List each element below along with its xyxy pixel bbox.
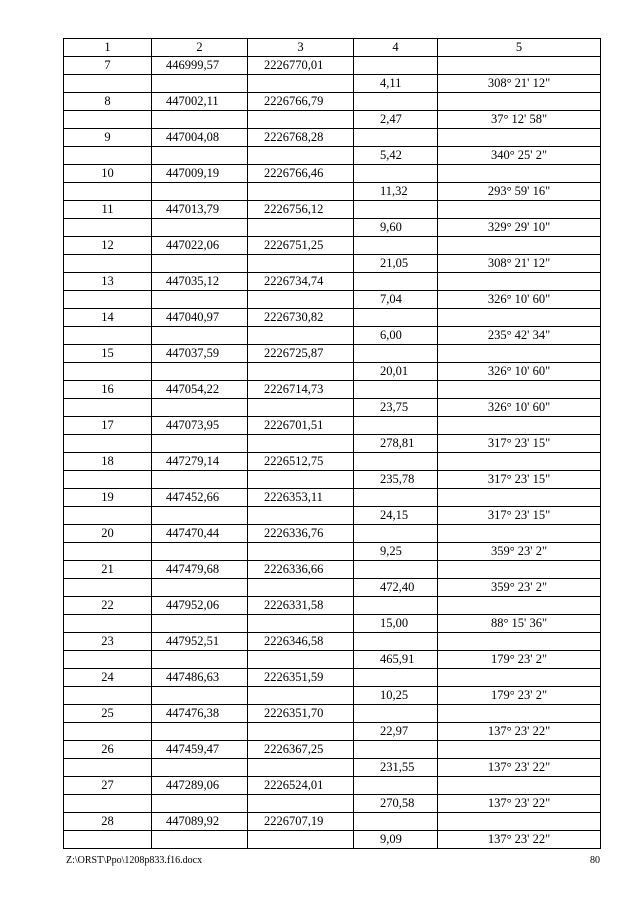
empty-cell <box>248 183 354 201</box>
empty-cell <box>248 75 354 93</box>
segment-length-cell: 465,91 <box>354 651 438 669</box>
table-row-segment <box>64 147 601 165</box>
table-row-point <box>64 381 601 399</box>
table-row-segment <box>64 651 601 669</box>
empty-cell <box>438 165 601 183</box>
table-row-point <box>64 129 601 147</box>
y-coordinate-cell: 2226768,28 <box>248 129 354 147</box>
empty-cell <box>152 543 248 561</box>
header-col-3: 3 <box>248 39 354 57</box>
empty-cell <box>438 633 601 651</box>
direction-angle-cell: 293° 59' 16" <box>438 183 601 201</box>
footer-page-number: 80 <box>590 855 600 866</box>
point-number-cell: 27 <box>64 777 152 795</box>
x-coordinate-cell: 447009,19 <box>152 165 248 183</box>
y-coordinate-cell: 2226367,25 <box>248 741 354 759</box>
y-coordinate-cell: 2226714,73 <box>248 381 354 399</box>
direction-angle-cell: 359° 23' 2" <box>438 579 601 597</box>
empty-cell <box>438 309 601 327</box>
empty-cell <box>354 741 438 759</box>
empty-cell <box>64 291 152 309</box>
table-row-segment <box>64 723 601 741</box>
table-row-segment <box>64 615 601 633</box>
empty-cell <box>152 327 248 345</box>
x-coordinate-cell: 447037,59 <box>152 345 248 363</box>
x-coordinate-cell: 447035,12 <box>152 273 248 291</box>
empty-cell <box>248 723 354 741</box>
y-coordinate-cell: 2226730,82 <box>248 309 354 327</box>
empty-cell <box>438 273 601 291</box>
empty-cell <box>152 687 248 705</box>
x-coordinate-cell: 447013,79 <box>152 201 248 219</box>
empty-cell <box>438 813 601 831</box>
empty-cell <box>248 363 354 381</box>
empty-cell <box>152 147 248 165</box>
point-number-cell: 28 <box>64 813 152 831</box>
y-coordinate-cell: 2226512,75 <box>248 453 354 471</box>
empty-cell <box>248 471 354 489</box>
empty-cell <box>248 435 354 453</box>
empty-cell <box>248 831 354 849</box>
x-coordinate-cell: 446999,57 <box>152 57 248 75</box>
y-coordinate-cell: 2226766,46 <box>248 165 354 183</box>
table-row-point <box>64 633 601 651</box>
empty-cell <box>354 93 438 111</box>
empty-cell <box>248 615 354 633</box>
table-row-point <box>64 417 601 435</box>
point-number-cell: 22 <box>64 597 152 615</box>
empty-cell <box>248 759 354 777</box>
direction-angle-cell: 179° 23' 2" <box>438 687 601 705</box>
empty-cell <box>152 615 248 633</box>
table-row-point <box>64 165 601 183</box>
x-coordinate-cell: 447459,47 <box>152 741 248 759</box>
empty-cell <box>152 291 248 309</box>
empty-cell <box>64 147 152 165</box>
y-coordinate-cell: 2226524,01 <box>248 777 354 795</box>
x-coordinate-cell: 447004,08 <box>152 129 248 147</box>
point-number-cell: 26 <box>64 741 152 759</box>
segment-length-cell: 231,55 <box>354 759 438 777</box>
table-row-segment <box>64 687 601 705</box>
segment-length-cell: 278,81 <box>354 435 438 453</box>
point-number-cell: 19 <box>64 489 152 507</box>
table-row-segment <box>64 399 601 417</box>
empty-cell <box>64 615 152 633</box>
empty-cell <box>64 75 152 93</box>
x-coordinate-cell: 447022,06 <box>152 237 248 255</box>
empty-cell <box>354 57 438 75</box>
empty-cell <box>248 219 354 237</box>
empty-cell <box>354 489 438 507</box>
empty-cell <box>438 201 601 219</box>
y-coordinate-cell: 2226766,79 <box>248 93 354 111</box>
x-coordinate-cell: 447089,92 <box>152 813 248 831</box>
header-col-2: 2 <box>152 39 248 57</box>
direction-angle-cell: 88° 15' 36" <box>438 615 601 633</box>
point-number-cell: 21 <box>64 561 152 579</box>
table-row-point <box>64 813 601 831</box>
empty-cell <box>64 399 152 417</box>
y-coordinate-cell: 2226751,25 <box>248 237 354 255</box>
empty-cell <box>64 795 152 813</box>
empty-cell <box>248 651 354 669</box>
table-row-point <box>64 777 601 795</box>
segment-length-cell: 10,25 <box>354 687 438 705</box>
table-row-segment <box>64 291 601 309</box>
empty-cell <box>64 831 152 849</box>
table-row-segment <box>64 831 601 849</box>
y-coordinate-cell: 2226734,74 <box>248 273 354 291</box>
empty-cell <box>354 417 438 435</box>
empty-cell <box>354 777 438 795</box>
direction-angle-cell: 137° 23' 22" <box>438 831 601 849</box>
table-row-point <box>64 93 601 111</box>
empty-cell <box>152 471 248 489</box>
empty-cell <box>152 75 248 93</box>
segment-length-cell: 9,25 <box>354 543 438 561</box>
empty-cell <box>152 723 248 741</box>
segment-length-cell: 7,04 <box>354 291 438 309</box>
empty-cell <box>64 687 152 705</box>
segment-length-cell: 235,78 <box>354 471 438 489</box>
empty-cell <box>64 255 152 273</box>
table-row-point <box>64 489 601 507</box>
table-row-point <box>64 525 601 543</box>
empty-cell <box>438 57 601 75</box>
y-coordinate-cell: 2226346,58 <box>248 633 354 651</box>
segment-length-cell: 23,75 <box>354 399 438 417</box>
segment-length-cell: 472,40 <box>354 579 438 597</box>
empty-cell <box>248 111 354 129</box>
point-number-cell: 13 <box>64 273 152 291</box>
empty-cell <box>354 561 438 579</box>
x-coordinate-cell: 447073,95 <box>152 417 248 435</box>
segment-length-cell: 6,00 <box>354 327 438 345</box>
table-row-segment <box>64 219 601 237</box>
y-coordinate-cell: 2226707,19 <box>248 813 354 831</box>
y-coordinate-cell: 2226756,12 <box>248 201 354 219</box>
empty-cell <box>354 273 438 291</box>
empty-cell <box>438 237 601 255</box>
table-row-segment <box>64 183 601 201</box>
point-number-cell: 24 <box>64 669 152 687</box>
direction-angle-cell: 340° 25' 2" <box>438 147 601 165</box>
empty-cell <box>248 255 354 273</box>
point-number-cell: 8 <box>64 93 152 111</box>
direction-angle-cell: 326° 10' 60" <box>438 363 601 381</box>
table-row-segment <box>64 759 601 777</box>
empty-cell <box>64 723 152 741</box>
table-row-point <box>64 453 601 471</box>
empty-cell <box>152 255 248 273</box>
empty-cell <box>248 687 354 705</box>
empty-cell <box>64 651 152 669</box>
segment-length-cell: 9,60 <box>354 219 438 237</box>
y-coordinate-cell: 2226331,58 <box>248 597 354 615</box>
empty-cell <box>438 381 601 399</box>
direction-angle-cell: 137° 23' 22" <box>438 759 601 777</box>
x-coordinate-cell: 447040,97 <box>152 309 248 327</box>
table-row-segment <box>64 507 601 525</box>
point-number-cell: 20 <box>64 525 152 543</box>
direction-angle-cell: 179° 23' 2" <box>438 651 601 669</box>
empty-cell <box>152 579 248 597</box>
y-coordinate-cell: 2226770,01 <box>248 57 354 75</box>
empty-cell <box>64 759 152 777</box>
header-col-1: 1 <box>64 39 152 57</box>
table-row-point <box>64 597 601 615</box>
point-number-cell: 18 <box>64 453 152 471</box>
point-number-cell: 9 <box>64 129 152 147</box>
empty-cell <box>152 507 248 525</box>
table-row-point <box>64 741 601 759</box>
direction-angle-cell: 308° 21' 12" <box>438 75 601 93</box>
empty-cell <box>438 525 601 543</box>
empty-cell <box>354 813 438 831</box>
empty-cell <box>438 93 601 111</box>
empty-cell <box>64 363 152 381</box>
segment-length-cell: 15,00 <box>354 615 438 633</box>
table-row-segment <box>64 579 601 597</box>
empty-cell <box>438 345 601 363</box>
empty-cell <box>438 669 601 687</box>
y-coordinate-cell: 2226353,11 <box>248 489 354 507</box>
segment-length-cell: 9,09 <box>354 831 438 849</box>
direction-angle-cell: 308° 21' 12" <box>438 255 601 273</box>
direction-angle-cell: 137° 23' 22" <box>438 795 601 813</box>
segment-length-cell: 2,47 <box>354 111 438 129</box>
empty-cell <box>248 291 354 309</box>
header-col-5: 5 <box>438 39 601 57</box>
segment-length-cell: 24,15 <box>354 507 438 525</box>
segment-length-cell: 22,97 <box>354 723 438 741</box>
segment-length-cell: 21,05 <box>354 255 438 273</box>
table-row-segment <box>64 471 601 489</box>
empty-cell <box>438 705 601 723</box>
point-number-cell: 17 <box>64 417 152 435</box>
table-row-point <box>64 57 601 75</box>
direction-angle-cell: 329° 29' 10" <box>438 219 601 237</box>
direction-angle-cell: 235° 42' 34" <box>438 327 601 345</box>
empty-cell <box>64 327 152 345</box>
empty-cell <box>438 489 601 507</box>
empty-cell <box>438 597 601 615</box>
empty-cell <box>64 435 152 453</box>
table-row-point <box>64 705 601 723</box>
empty-cell <box>152 111 248 129</box>
table-row-segment <box>64 543 601 561</box>
point-number-cell: 11 <box>64 201 152 219</box>
empty-cell <box>438 561 601 579</box>
point-number-cell: 14 <box>64 309 152 327</box>
table-row-segment <box>64 435 601 453</box>
point-number-cell: 12 <box>64 237 152 255</box>
segment-length-cell: 5,42 <box>354 147 438 165</box>
segment-length-cell: 4,11 <box>354 75 438 93</box>
empty-cell <box>248 147 354 165</box>
table-row-point <box>64 237 601 255</box>
x-coordinate-cell: 447952,06 <box>152 597 248 615</box>
table-row-segment <box>64 255 601 273</box>
y-coordinate-cell: 2226725,87 <box>248 345 354 363</box>
empty-cell <box>152 435 248 453</box>
footer-file-path: Z:\ORST\Ppo\1208p833.f16.docx <box>66 855 203 866</box>
y-coordinate-cell: 2226351,59 <box>248 669 354 687</box>
x-coordinate-cell: 447279,14 <box>152 453 248 471</box>
point-number-cell: 25 <box>64 705 152 723</box>
empty-cell <box>152 363 248 381</box>
empty-cell <box>248 327 354 345</box>
empty-cell <box>248 579 354 597</box>
empty-cell <box>438 417 601 435</box>
table-row-point <box>64 561 601 579</box>
point-number-cell: 15 <box>64 345 152 363</box>
empty-cell <box>354 597 438 615</box>
empty-cell <box>438 129 601 147</box>
empty-cell <box>248 795 354 813</box>
empty-cell <box>438 453 601 471</box>
x-coordinate-cell: 447476,38 <box>152 705 248 723</box>
table-row-segment <box>64 795 601 813</box>
point-number-cell: 16 <box>64 381 152 399</box>
x-coordinate-cell: 447289,06 <box>152 777 248 795</box>
direction-angle-cell: 137° 23' 22" <box>438 723 601 741</box>
x-coordinate-cell: 447470,44 <box>152 525 248 543</box>
empty-cell <box>64 183 152 201</box>
empty-cell <box>152 651 248 669</box>
segment-length-cell: 20,01 <box>354 363 438 381</box>
segment-length-cell: 11,32 <box>354 183 438 201</box>
empty-cell <box>64 471 152 489</box>
empty-cell <box>354 237 438 255</box>
empty-cell <box>354 345 438 363</box>
empty-cell <box>354 309 438 327</box>
empty-cell <box>438 777 601 795</box>
point-number-cell: 7 <box>64 57 152 75</box>
empty-cell <box>354 381 438 399</box>
empty-cell <box>354 165 438 183</box>
table-row-point <box>64 309 601 327</box>
x-coordinate-cell: 447486,63 <box>152 669 248 687</box>
empty-cell <box>354 669 438 687</box>
direction-angle-cell: 359° 23' 2" <box>438 543 601 561</box>
y-coordinate-cell: 2226701,51 <box>248 417 354 435</box>
empty-cell <box>354 525 438 543</box>
x-coordinate-cell: 447479,68 <box>152 561 248 579</box>
empty-cell <box>152 219 248 237</box>
y-coordinate-cell: 2226336,66 <box>248 561 354 579</box>
empty-cell <box>248 399 354 417</box>
empty-cell <box>354 633 438 651</box>
direction-angle-cell: 317° 23' 15" <box>438 507 601 525</box>
y-coordinate-cell: 2226336,76 <box>248 525 354 543</box>
empty-cell <box>354 453 438 471</box>
table-row-point <box>64 345 601 363</box>
table-row-segment <box>64 327 601 345</box>
empty-cell <box>64 219 152 237</box>
empty-cell <box>152 759 248 777</box>
empty-cell <box>152 399 248 417</box>
table-row-segment <box>64 75 601 93</box>
empty-cell <box>438 741 601 759</box>
table-header-row <box>64 39 601 57</box>
point-number-cell: 10 <box>64 165 152 183</box>
segment-length-cell: 270,58 <box>354 795 438 813</box>
x-coordinate-cell: 447002,11 <box>152 93 248 111</box>
empty-cell <box>354 129 438 147</box>
empty-cell <box>64 579 152 597</box>
table-row-segment <box>64 363 601 381</box>
empty-cell <box>152 795 248 813</box>
direction-angle-cell: 326° 10' 60" <box>438 399 601 417</box>
empty-cell <box>354 705 438 723</box>
empty-cell <box>152 183 248 201</box>
x-coordinate-cell: 447452,66 <box>152 489 248 507</box>
coordinates-table <box>63 38 601 849</box>
empty-cell <box>248 543 354 561</box>
empty-cell <box>152 831 248 849</box>
direction-angle-cell: 326° 10' 60" <box>438 291 601 309</box>
empty-cell <box>354 201 438 219</box>
direction-angle-cell: 317° 23' 15" <box>438 435 601 453</box>
direction-angle-cell: 37° 12' 58" <box>438 111 601 129</box>
table-row-segment <box>64 111 601 129</box>
point-number-cell: 23 <box>64 633 152 651</box>
x-coordinate-cell: 447054,22 <box>152 381 248 399</box>
header-col-4: 4 <box>354 39 438 57</box>
y-coordinate-cell: 2226351,70 <box>248 705 354 723</box>
table-row-point <box>64 669 601 687</box>
x-coordinate-cell: 447952,51 <box>152 633 248 651</box>
direction-angle-cell: 317° 23' 15" <box>438 471 601 489</box>
empty-cell <box>64 543 152 561</box>
empty-cell <box>248 507 354 525</box>
table-row-point <box>64 273 601 291</box>
empty-cell <box>64 507 152 525</box>
empty-cell <box>64 111 152 129</box>
table-row-point <box>64 201 601 219</box>
